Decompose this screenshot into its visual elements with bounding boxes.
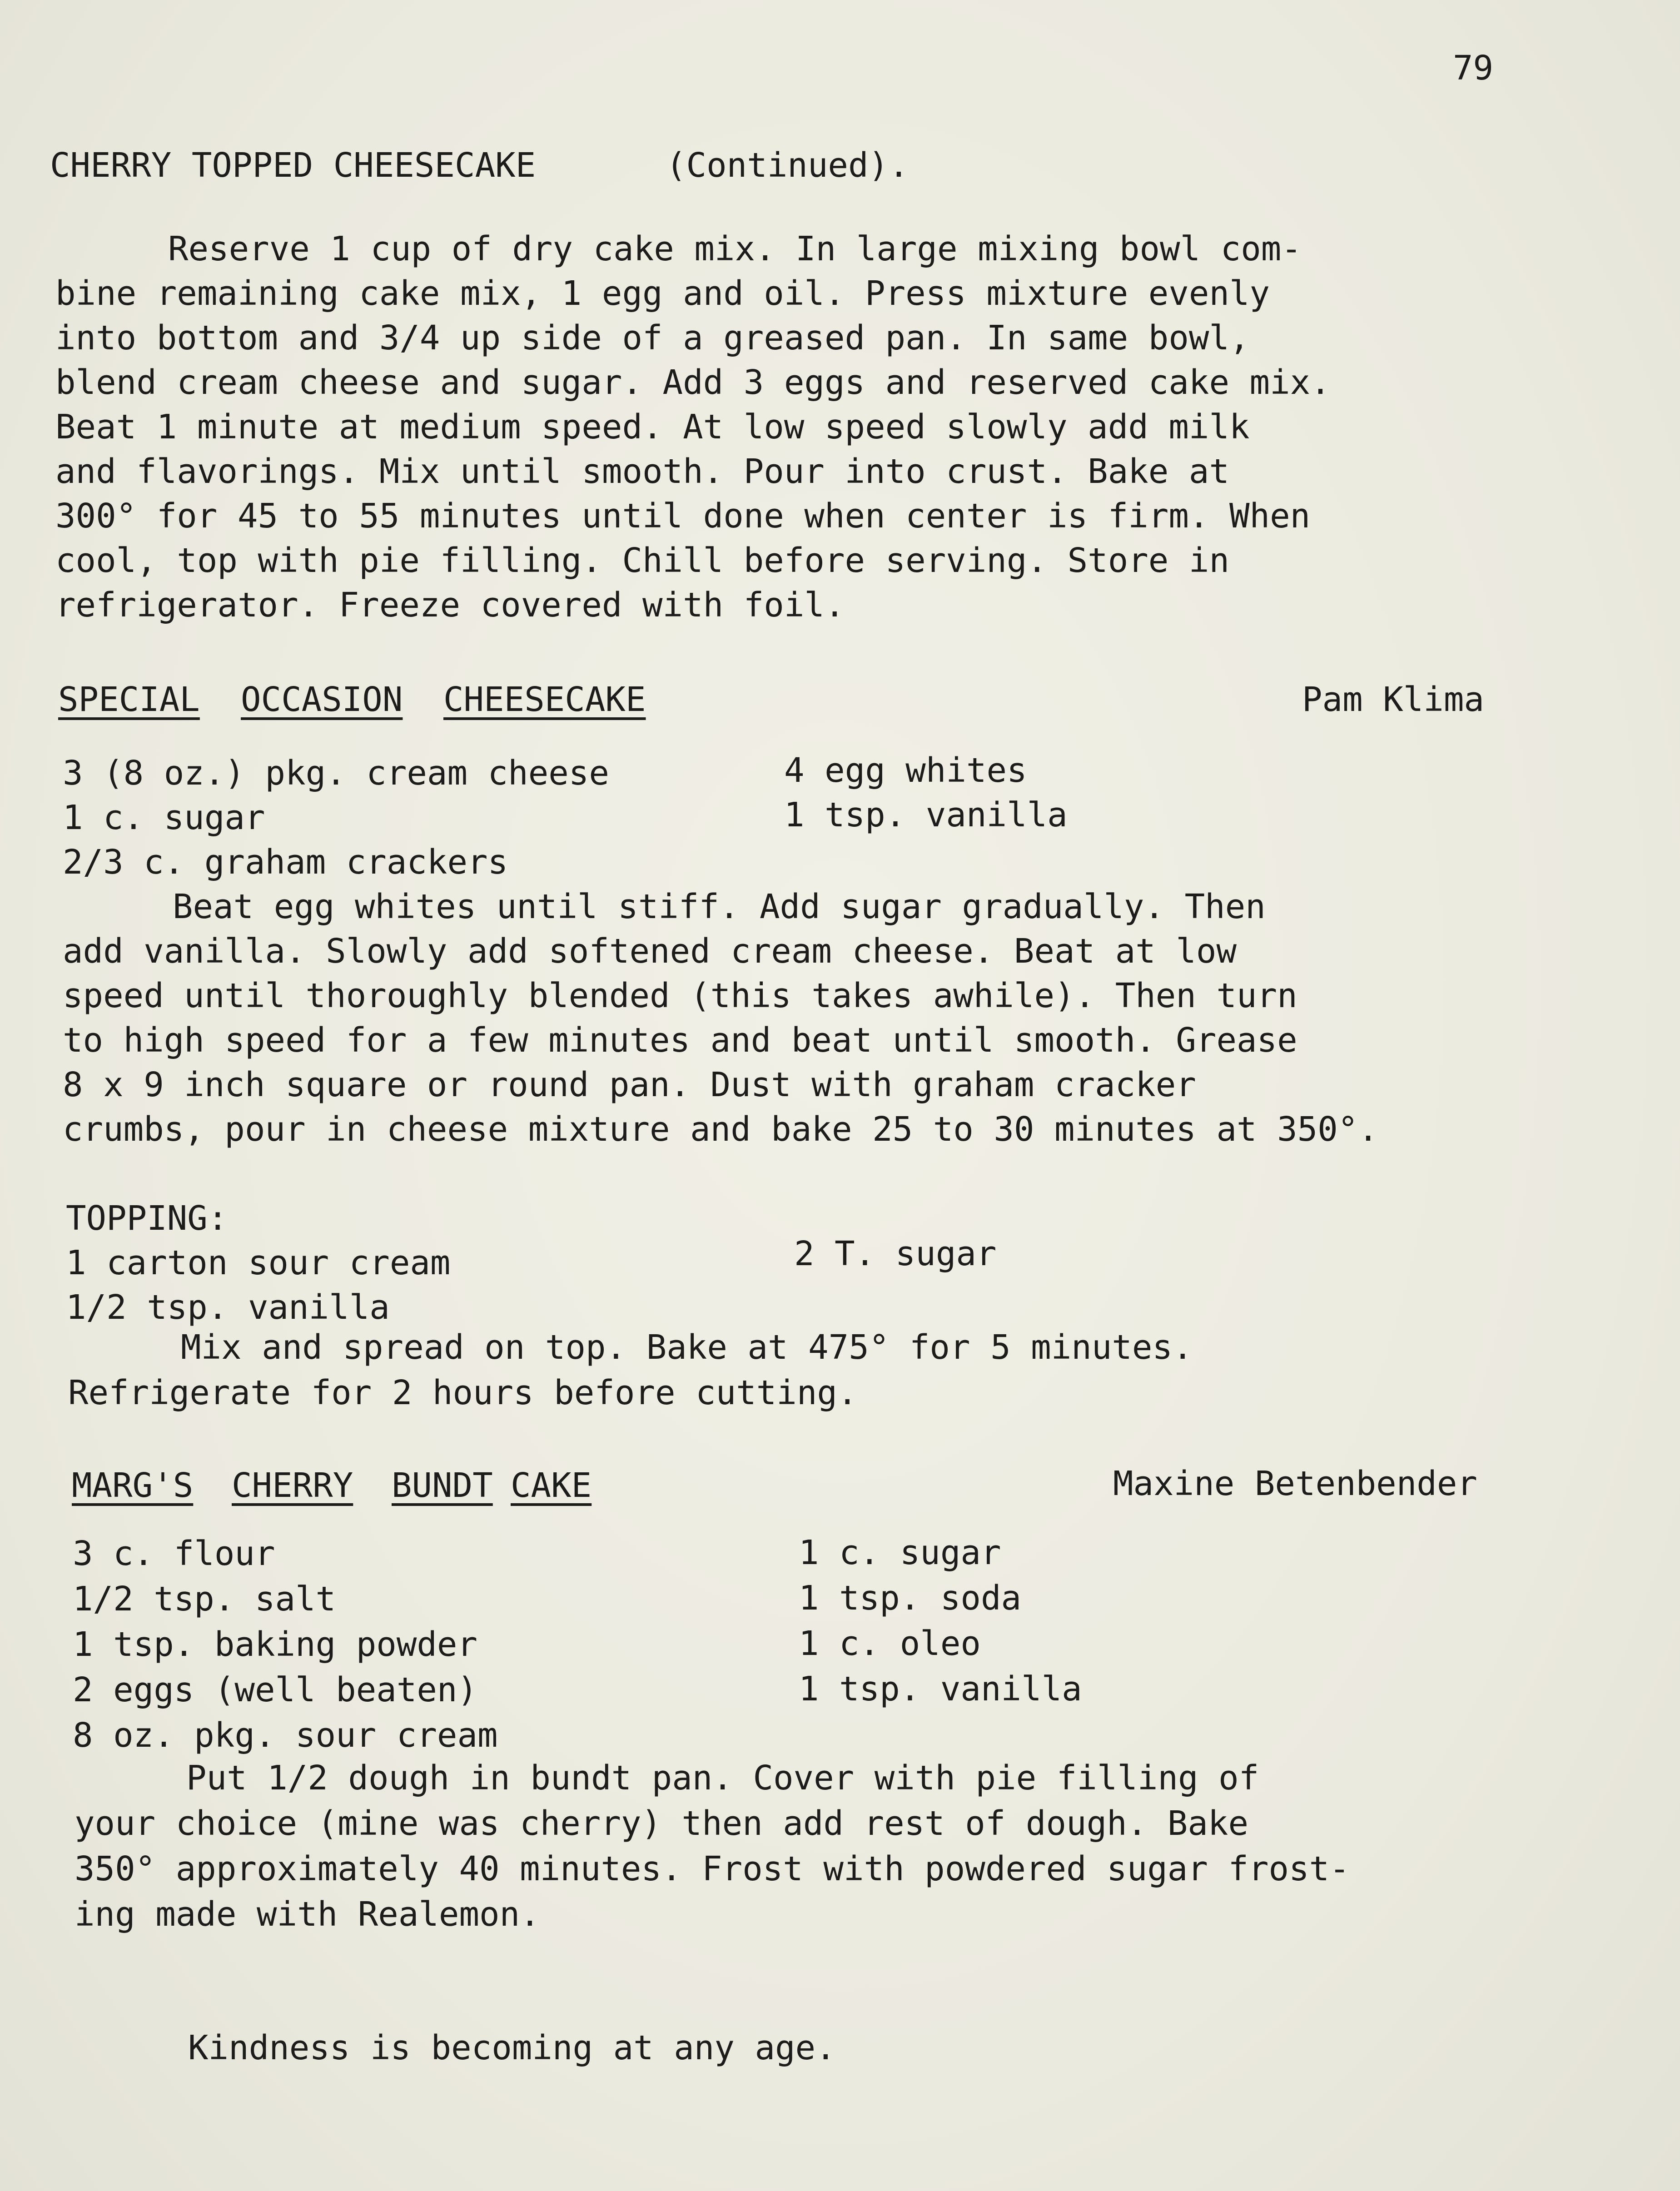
ingredient-item: 2/3 c. graham crackers	[63, 843, 508, 882]
ingredient-item: 1 carton sour cream	[66, 1243, 451, 1282]
topping-line: Mix and spread on top. Bake at 475° for 5 minutes.	[181, 1328, 1193, 1367]
ingredient-item: 8 oz. pkg. sour cream	[73, 1716, 498, 1755]
ingredient-item: 3 c. flour	[73, 1534, 275, 1573]
special-cheesecake-line: to high speed for a few minutes and beat until smooth. Grease	[63, 1021, 1297, 1060]
footer-quote: Kindness is becoming at any age.	[188, 2028, 836, 2067]
bundt-cake-line: 350° approximately 40 minutes. Frost with powdered sugar frost-	[75, 1849, 1350, 1888]
special-cheesecake-line: add vanilla. Slowly add softened cream cheese. Beat at low	[63, 932, 1237, 971]
ingredient-item: 1 tsp. baking powder	[73, 1625, 478, 1664]
ingredient-item: 1/2 tsp. vanilla	[66, 1288, 390, 1327]
special-cheesecake-line: crumbs, pour in cheese mixture and bake 25 to 30 minutes at 350°.	[63, 1110, 1378, 1149]
cheesecake-line: and flavorings. Mix until smooth. Pour into crust. Bake at	[55, 452, 1230, 491]
ingredient-item: 1/2 tsp. salt	[73, 1580, 336, 1619]
cheesecake-continued-title: CHERRY TOPPED CHEESECAKE	[50, 146, 536, 185]
cheesecake-line: cool, top with pie filling. Chill before serving. Store in	[55, 541, 1230, 580]
bundt-cake-line: ing made with Realemon.	[75, 1895, 540, 1934]
special-cheesecake-line: Beat egg whites until stiff. Add sugar gradually. Then	[173, 887, 1266, 926]
ingredient-item: 4 egg whites	[784, 751, 1027, 790]
bundt-cake-title-word: MARG'S	[72, 1466, 194, 1505]
cheesecake-line: Reserve 1 cup of dry cake mix. In large mixing bowl com-	[168, 229, 1302, 268]
special-cheesecake-line: 8 x 9 inch square or round pan. Dust with graham cracker	[63, 1065, 1196, 1104]
ingredient-item: 1 c. sugar	[799, 1533, 1001, 1572]
bundt-cake-title-word: CAKE	[511, 1466, 592, 1505]
cheesecake-line: refrigerator. Freeze covered with foil.	[55, 586, 845, 625]
special-cheesecake-title-word: CHEESECAKE	[443, 680, 646, 719]
special-cheesecake-title-word: OCCASION	[241, 680, 403, 719]
cheesecake-line: into bottom and 3/4 up side of a greased pan. In same bowl,	[55, 318, 1250, 358]
ingredient-item: 2 eggs (well beaten)	[73, 1670, 478, 1709]
ingredient-item: 1 c. oleo	[799, 1624, 981, 1663]
special-cheesecake-author: Pam Klima	[1302, 680, 1484, 719]
special-cheesecake-line: speed until thoroughly blended (this takes awhile). Then turn	[63, 976, 1297, 1015]
ingredient-item: 1 tsp. vanilla	[799, 1669, 1082, 1709]
bundt-cake-author: Maxine Betenbender	[1113, 1464, 1477, 1503]
page-number: 79	[1453, 49, 1494, 88]
bundt-cake-line: Put 1/2 dough in bundt pan. Cover with pie filling of	[186, 1759, 1259, 1798]
ingredient-item: 1 tsp. soda	[799, 1579, 1022, 1618]
cheesecake-line: blend cream cheese and sugar. Add 3 eggs and reserved cake mix.	[55, 363, 1331, 402]
bundt-cake-line: your choice (mine was cherry) then add rest of dough. Bake	[75, 1804, 1249, 1843]
ingredient-item: 3 (8 oz.) pkg. cream cheese	[63, 754, 609, 793]
cheesecake-line: bine remaining cake mix, 1 egg and oil. Press mixture evenly	[55, 274, 1270, 313]
bundt-cake-title-word: BUNDT	[392, 1466, 493, 1505]
special-cheesecake-title-word: SPECIAL	[58, 680, 200, 719]
ingredient-item: 1 tsp. vanilla	[784, 795, 1068, 835]
topping-line: Refrigerate for 2 hours before cutting.	[68, 1373, 858, 1412]
cheesecake-continued-suffix: (Continued).	[666, 146, 909, 185]
ingredient-item: 1 c. sugar	[63, 798, 265, 837]
bundt-cake-title-word: CHERRY	[232, 1466, 353, 1505]
cheesecake-line: Beat 1 minute at medium speed. At low speed slowly add milk	[55, 407, 1250, 447]
ingredient-item: 2 T. sugar	[794, 1234, 997, 1273]
topping-heading: TOPPING:	[66, 1199, 228, 1238]
cheesecake-line: 300° for 45 to 55 minutes until done when center is firm. When	[55, 497, 1311, 536]
